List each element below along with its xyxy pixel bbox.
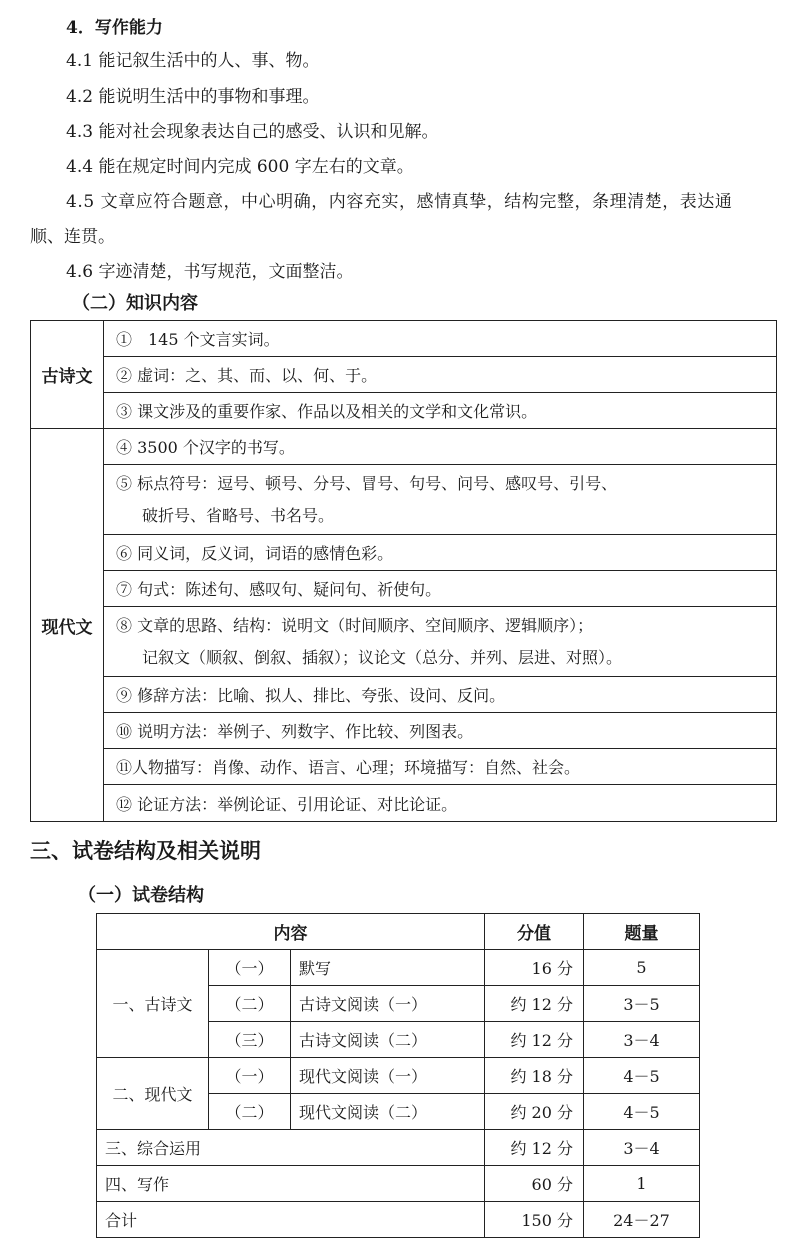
knowledge-cell: ⑩ 说明方法：举例子、列数字、作比较、列图表。: [104, 713, 777, 749]
table-row: [31, 465, 777, 535]
item-score: 约 12 分: [485, 1022, 584, 1058]
knowledge-line: ⑧ 文章的思路、结构：说明文（时间顺序、空间顺序、逻辑顺序）；: [116, 615, 594, 635]
table-row: [31, 749, 777, 785]
table-row: [97, 1166, 700, 1202]
table-row: [31, 393, 777, 429]
table-row: [31, 785, 777, 822]
item-name: 现代文阅读（二）: [291, 1094, 485, 1130]
knowledge-cell: ② 虚词：之、其、而、以、何、于。: [104, 357, 777, 393]
knowledge-table: [30, 320, 777, 822]
item-score: 约 20 分: [485, 1094, 584, 1130]
item-count: 3－4: [584, 1130, 700, 1166]
knowledge-cell: [104, 465, 777, 535]
knowledge-cell: [104, 607, 777, 677]
table-row: [31, 571, 777, 607]
item-score: 约 12 分: [485, 986, 584, 1022]
table-total-row: [97, 1202, 700, 1238]
table-row: [31, 321, 777, 357]
table-row: [31, 607, 777, 677]
table-row: [31, 713, 777, 749]
item-count: 3－5: [584, 986, 700, 1022]
knowledge-cell: ⑫ 论证方法：举例论证、引用论证、对比论证。: [104, 785, 777, 822]
item-count: 5: [584, 950, 700, 986]
structure-heading: （一）试卷结构: [78, 885, 204, 906]
row-label: 三、综合运用: [97, 1130, 485, 1166]
knowledge-line: ⑤ 标点符号：逗号、顿号、分号、冒号、句号、问号、感叹号、引号、: [116, 473, 618, 493]
knowledge-cell: ⑥ 同义词，反义词，词语的感情色彩。: [104, 535, 777, 571]
writing-item-4-5: 4.5 文章应符合题意，中心明确，内容充实，感情真挚，结构完整，条理清楚，表达通: [66, 192, 733, 212]
item-count: 4－5: [584, 1058, 700, 1094]
table-row: [97, 1130, 700, 1166]
item-index: （二）: [209, 1094, 291, 1130]
section-title: 三、试卷结构及相关说明: [30, 838, 261, 863]
item-name: 古诗文阅读（一）: [291, 986, 485, 1022]
item-index: （二）: [209, 986, 291, 1022]
knowledge-cell: ⑨ 修辞方法：比喻、拟人、排比、夸张、设问、反问。: [104, 677, 777, 713]
writing-item-4-6: 4.6 字迹清楚，书写规范，文面整洁。: [66, 262, 354, 282]
item-score: 约 12 分: [485, 1130, 584, 1166]
knowledge-cell: ⑦ 句式：陈述句、感叹句、疑问句、祈使句。: [104, 571, 777, 607]
category-cell: 古诗文: [31, 321, 104, 429]
item-count: 3－4: [584, 1022, 700, 1058]
table-row: [97, 950, 700, 986]
total-score: 150 分: [485, 1202, 584, 1238]
item-score: 16 分: [485, 950, 584, 986]
knowledge-cell: ④ 3500 个汉字的书写。: [104, 429, 777, 465]
writing-item-4-3: 4.3 能对社会现象表达自己的感受、认识和见解。: [66, 122, 439, 142]
table-row: [31, 535, 777, 571]
writing-item-4-2: 4.2 能说明生活中的事物和事理。: [66, 87, 320, 107]
table-row: [31, 357, 777, 393]
total-label: 合计: [97, 1202, 485, 1238]
row-label: 四、写作: [97, 1166, 485, 1202]
category-cell: 现代文: [31, 429, 104, 822]
header-count: 题量: [584, 914, 700, 950]
knowledge-heading: （二）知识内容: [72, 293, 198, 314]
item-score: 约 18 分: [485, 1058, 584, 1094]
group-label: 一、古诗文: [97, 950, 209, 1058]
item-count: 4－5: [584, 1094, 700, 1130]
knowledge-line: 记叙文（顺叙、倒叙、插叙）；议论文（总分、并列、层进、对照）。: [142, 647, 623, 667]
table-row: [31, 677, 777, 713]
knowledge-cell: ⑪人物描写：肖像、动作、语言、心理；环境描写：自然、社会。: [104, 749, 777, 785]
table-row: [97, 1058, 700, 1094]
item-index: （一）: [209, 950, 291, 986]
knowledge-cell: ③ 课文涉及的重要作家、作品以及相关的文学和文化常识。: [104, 393, 777, 429]
item-name: 现代文阅读（一）: [291, 1058, 485, 1094]
item-name: 默写: [291, 950, 485, 986]
item-name: 古诗文阅读（二）: [291, 1022, 485, 1058]
writing-item-4-4: 4.4 能在规定时间内完成 600 字左右的文章。: [66, 157, 414, 177]
header-score: 分值: [485, 914, 584, 950]
item-score: 60 分: [485, 1166, 584, 1202]
group-label: 二、现代文: [97, 1058, 209, 1130]
structure-table: [96, 913, 700, 1238]
writing-item-4-5-cont: 顺、连贯。: [30, 227, 115, 247]
item-count: 1: [584, 1166, 700, 1202]
total-count: 24－27: [584, 1202, 700, 1238]
writing-item-4-1: 4.1 能记叙生活中的人、事、物。: [66, 51, 320, 71]
item-index: （一）: [209, 1058, 291, 1094]
table-header-row: [97, 914, 700, 950]
writing-heading: 4．写作能力: [66, 18, 163, 38]
header-content: 内容: [97, 914, 485, 950]
table-row: [31, 429, 777, 465]
knowledge-line: 破折号、省略号、书名号。: [142, 505, 335, 525]
item-index: （三）: [209, 1022, 291, 1058]
knowledge-cell: ① 145 个文言实词。: [104, 321, 777, 357]
